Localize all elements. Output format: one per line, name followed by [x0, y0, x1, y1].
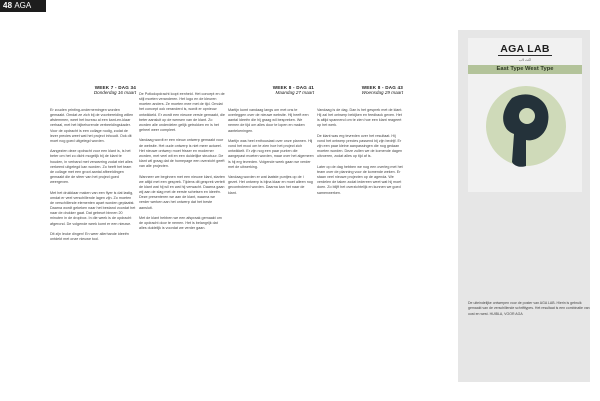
paragraph: Aangezien deze opdracht voor een klant is, is het beter om het zo dicht mogelijk bij de klant te houden, in verband met verwarring zodat niet alles verkeerd uitgelegd kan worden. Zo heeft het team de collage met een groot aantal afbeeldingen gemaakt die de sfeer van het project goed weergeven.: [50, 149, 133, 185]
paragraph: Vandaag is de dag. Dan is het gesprek met de klant. Hij zal het ontwerp bekijken en feedback geven. Het is altijd spannend om te zien hoe een klant reageert op het werk.: [317, 108, 403, 128]
paragraph: Wanneer we beginnen met een nieuwe klant, starten we altijd met een gesprek. Tijdens dit gesprek vertelt de klant wat hij wil en wat hij verwacht. Daarna gaan wij aan de slag met de eerste schetsen en ideeën. Deze presenteren we aan de klant, waarna we verder werken aan het ontwerp dat het beste aansluit.: [139, 174, 225, 210]
column-3-header: [228, 85, 314, 96]
column-2-text: [139, 92, 225, 237]
paragraph: Er zouden printing-ondernemingen worden gemaakt. Omdat ze zich bij de voorbereiding willen afstemmen, weet het bureau al een kant-en-klaar verhaal, met het bijbehorende verbeeldingskader. Voor de opdracht is een collage nodig, zodat de lezer precies weet wat het project inhoudt. Ook dit moet nog goed uitgelegd worden.: [50, 108, 134, 143]
paragraph: De Potlodopdracht loopt eenheid. Het concept en de stijl moeten veranderen. Het logo en de kleuren moeten anders. Ze moeten mee met de tijd. Omdat het concept ook veranderd is, wordt er opnieuw ontwikkeld. Er wordt een nieuwe versie gemaakt, die beter aansluit op de wensen van de klant. Zo worden alle onderdelen gelijk getrokken en is het geheel weer compleet.: [139, 92, 225, 133]
poster: [468, 38, 582, 192]
column-1-text: [50, 108, 136, 247]
column-3-text: [228, 108, 314, 201]
column-3-week: WEEK 8 - DAG 41: [272, 85, 314, 90]
section-name: AGA: [14, 1, 32, 10]
poster-arabic-text: اكت لاب: [518, 58, 532, 62]
poster-artwork: [468, 74, 582, 192]
poster-divider: [498, 55, 552, 56]
paragraph: Vandaag wordt er een nieuw ontwerp gemaakt voor de website. Het oude ontwerp is niet meer actueel. Het nieuwe ontwerp moet frisser en moderner worden, met veel wit en een duidelijke structuur. De klant wil graag dat de homepage een overzicht geeft van alle projecten.: [139, 138, 225, 169]
column-4-date: Woensdag 29 maart: [361, 90, 403, 96]
poster-band: East Type West Type: [468, 65, 582, 74]
page-number: 48: [3, 1, 13, 10]
paragraph: Met de klant hebben we een afspraak gemaakt om de opdracht door te nemen. Het is belangrijk dat alles duidelijk is voordat we verder gaan.: [139, 215, 222, 231]
poster-glyph-counter: [519, 108, 535, 124]
page-number-tab: [0, 0, 46, 12]
column-1-week: WEEK 7 - DAG 34: [94, 85, 136, 90]
column-4-header: [317, 85, 403, 96]
paragraph: Met het drukklaar maken van een flyer is dat lastig, omdat er veel verschillende lagen zijn. Zo moeten de verschillende elementen apart worden geplaatst. Daarna wordt gekeken naar het bestand voordat het naar de drukker gaat. Dat gebeurt binnen 20 minuten in de dropbox. In die week is de opdracht afgerond. De volgende week komt er een nieuwe.: [50, 190, 136, 226]
paragraph: Dit zijn leuke dingen! En weer allerhande ideeën ontdekt met onze nieuwe tool.: [50, 231, 129, 241]
column-4-text: [317, 108, 403, 201]
paragraph: De klant was erg tevreden over het resultaat. Hij vond het ontwerp precies passend bij zijn bedrijf. Er zijn een paar kleine aanpassingen die nog gedaan moeten worden. Deze zullen we de komende dagen uitvoeren, zodat alles op tijd af is.: [317, 133, 403, 159]
column-1-header: [50, 85, 136, 96]
paragraph: Martijn was heel enthousiast over onze plannen. Hij vond het mooi om te zien hoe het project zich ontwikkelt. Er zijn nog een paar punten die aangepast moeten worden, maar over het algemeen is hij erg tevreden. Volgende week gaan we verder met de uitwerking.: [228, 138, 314, 169]
image-caption: De uiteindelijke ontwerpen voor de poster van AGA LAB. Hierin is gebruik gemaakt van de verschillende schrifttypes. Het resultaat is een combinatie van oost en west. HUIBLA, VOOR AGA: [468, 301, 590, 316]
poster-title: AGA LAB: [500, 43, 550, 55]
column-1-date: Donderdag 16 maart: [93, 90, 136, 96]
paragraph: Vandaag worden er wat laatste puntjes op de i gezet. Het ontwerp is bijna klaar en moet alleen nog gecontroleerd worden. Daarna kan het naar de klant.: [228, 175, 313, 195]
column-3-date: Maandag 27 maart: [275, 90, 314, 96]
paragraph: Martijn komt vandaag langs om met ons te overleggen over de nieuwe website. Hij heeft een aantal ideeën die hij graag wil bespreken. We nemen de tijd om alles door te lopen en maken aantekeningen.: [228, 108, 309, 133]
paragraph: Later op de dag hebben we nog een overleg met het team over de planning voor de komende weken. Er staan veel nieuwe projecten op de agenda. We verdelen de taken zodat iedereen weet wat hij moet doen. Zo blijft het overzichtelijk en kunnen we goed samenwerken.: [317, 164, 403, 195]
column-4-week: WEEK 8 - DAG 43: [361, 85, 403, 90]
